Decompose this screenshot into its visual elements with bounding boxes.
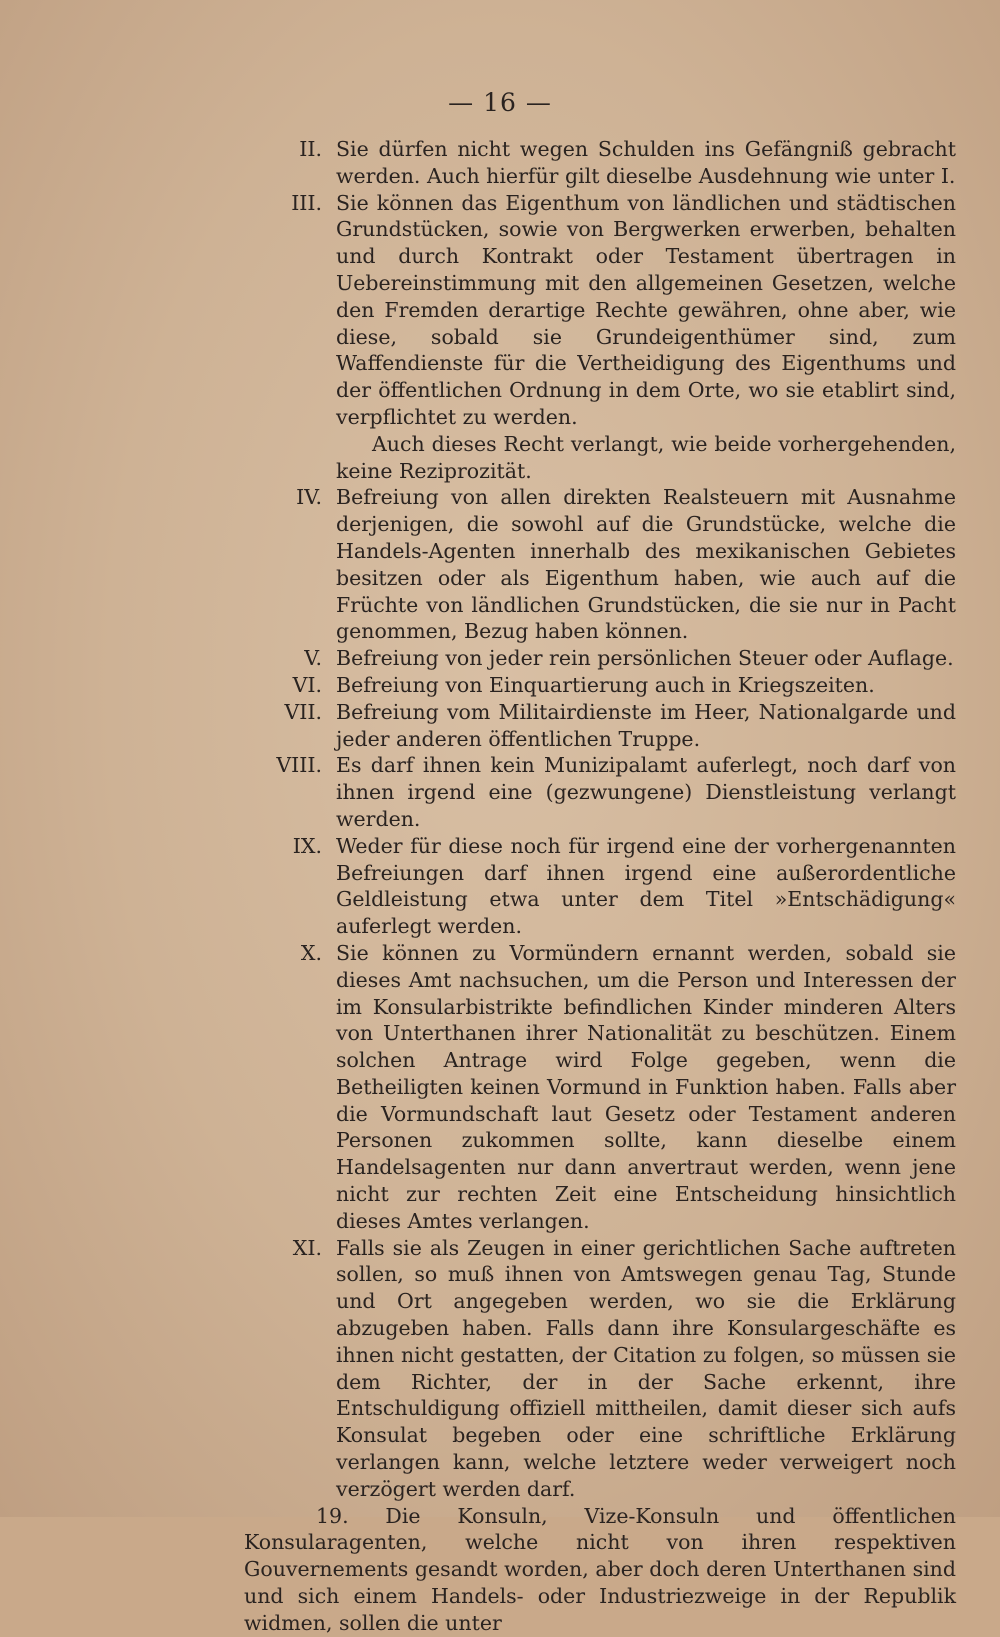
item-text: Sie können zu Vormündern ernannt werden, sobald sie dieses Amt nachsuchen, um die Person und Interessen der im Konsularbistrikte befindlichen Kinder minderen Alters von Unterthanen ihrer Nationalität zu beschützen. Einem solchen Antrage wird Folge gegeben, wenn die Betheiligten keinen Vormund in Funktion haben. Falls aber die Vormundschaft laut Gesetz oder Testament anderen Personen zukommen sollte, kann dieselbe einem Handelsagenten nur dann anvertraut werden, wenn jene nicht zur rechten Zeit eine Entscheidung hinsichtlich dieses Amtes verlangen. — [336, 940, 956, 1233]
item-number: VI. — [292, 672, 322, 697]
item-number: IX. — [292, 833, 322, 858]
body-text — [244, 136, 956, 1637]
item-number: VIII. — [276, 753, 322, 778]
item-text: Falls sie als Zeugen in einer gerichtlichen Sache auftreten sollen, so muß ihnen von Amtswegen genau Tag, Stunde und Ort angegeben werden, wo sie die Erklärung abzugeben haben. Falls dann ihre Konsulargeschäfte es ihnen nicht gestatten, der Citation zu folgen, so müssen sie dem Richter, der in der Sache erkennt, ihre Entschuldigung offiziell mittheilen, damit dieser sich aufs Konsulat begeben oder eine schriftliche Erklärung verlangen kann, welche letztere weder verweigert noch verzögert werden darf. — [336, 1235, 956, 1501]
list-item-v — [244, 645, 956, 672]
list-item-viii — [244, 752, 956, 832]
page-number: — 16 — — [448, 88, 552, 117]
item-number: XI. — [292, 1235, 322, 1260]
list-item-vii — [244, 699, 956, 753]
list-item-ix — [244, 833, 956, 940]
list-item-x — [244, 940, 956, 1235]
item-text: Befreiung von allen direkten Realsteuern mit Ausnahme derjenigen, die sowohl auf die Grundstücke, welche die Handels-Agenten innerhalb des mexikanischen Gebietes besitzen oder als Eigenthum haben, wie auch auf die Früchte von ländlichen Grundstücken, die sie nur in Pacht genommen, Bezug haben können. — [336, 485, 956, 644]
section-19-paragraph: 19. Die Konsuln, Vize-Konsuln und öffentlichen Konsularagenten, welche nicht von ihren respektiven Gouvernements gesandt worden, aber doch deren Unterthanen sind und sich einem Handels- oder Industriezweige in der Republik widmen, sollen die unter — [244, 1503, 956, 1635]
list-item-ii — [244, 136, 956, 190]
list-item-iii — [244, 190, 956, 431]
item-number: IV. — [296, 485, 322, 510]
item-text: Sie dürfen nicht wegen Schulden ins Gefängniß gebracht werden. Auch hierfür gilt dieselbe Ausdehnung wie unter I. — [336, 137, 956, 188]
item-iii-note: Auch dieses Recht verlangt, wie beide vorhergehenden, keine Reziprozität. — [336, 431, 956, 483]
list-item-vi — [244, 672, 956, 699]
item-text: Es darf ihnen kein Munizipalamt auferlegt, noch darf von ihnen irgend eine (gezwungene) Dienstleistung verlangt werden. — [336, 753, 956, 831]
item-number: II. — [299, 137, 322, 161]
item-text: Befreiung von Einquartierung auch in Kriegszeiten. — [336, 672, 875, 697]
list-item-iv — [244, 484, 956, 645]
item-number: III. — [291, 190, 322, 215]
item-text: Befreiung vom Militairdienste im Heer, Nationalgarde und jeder anderen öffentlichen Truppe. — [336, 699, 956, 751]
item-text: Befreiung von jeder rein persönlichen Steuer oder Auflage. — [336, 646, 954, 671]
item-number: X. — [300, 940, 322, 965]
item-text: Sie können das Eigenthum von ländlichen und städtischen Grundstücken, sowie von Bergwerken erwerben, behalten und durch Kontrakt oder Testament übertragen in Uebereinstimmung mit den allgemeinen Gesetzen, welche den Fremden derartige Rechte gewähren, ohne aber, wie diese, sobald sie Grundeigenthümer sind, zum Waffendienste für die Vertheidigung des Eigenthums und der öffentlichen Ordnung in dem Orte, wo sie etablirt sind, verpflichtet zu werden. — [336, 190, 956, 429]
item-number: VII. — [284, 699, 322, 724]
item-text: Weder für diese noch für irgend eine der vorhergenannten Befreiungen darf ihnen irgend eine außerordentliche Geldleistung etwa unter dem Titel »Entschädigung« auferlegt werden. — [336, 833, 956, 939]
list-item-xi — [244, 1235, 956, 1503]
item-number: V. — [304, 646, 322, 671]
